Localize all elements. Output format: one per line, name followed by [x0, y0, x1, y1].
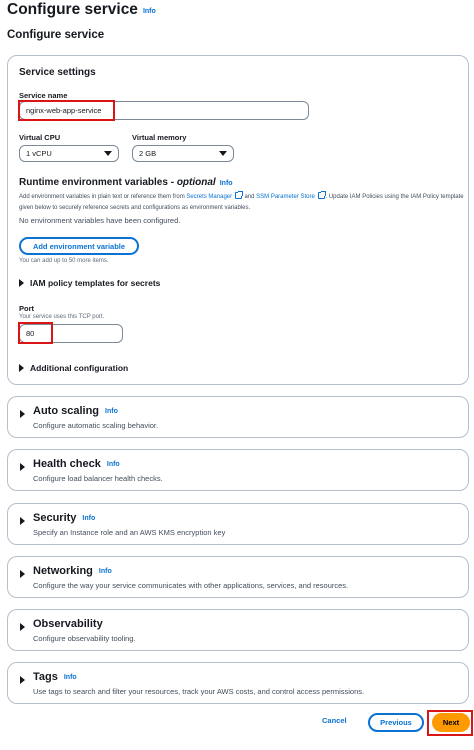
virtual-memory-select[interactable] [132, 145, 234, 162]
caret-right-icon [19, 279, 24, 287]
caret-right-icon [20, 463, 25, 471]
auto-scaling-description: Configure automatic scaling behavior. [33, 421, 159, 430]
service-name-input[interactable] [19, 101, 309, 120]
add-environment-variable-button[interactable]: Add environment variable [19, 237, 139, 255]
port-label: Port [19, 304, 34, 313]
tags-info-link[interactable]: Info [63, 673, 77, 681]
additional-configuration-expander[interactable] [19, 363, 128, 373]
virtual-cpu-select[interactable] [19, 145, 119, 162]
networking-title-text: Networking [33, 565, 93, 577]
observability-description: Configure observability tooling. [33, 634, 136, 643]
runtime-env-optional: optional [176, 177, 216, 188]
caret-right-icon [20, 623, 25, 631]
virtual-memory-label: Virtual memory [132, 133, 187, 142]
virtual-cpu-value: 1 vCPU [26, 149, 52, 158]
service-settings-card [7, 55, 469, 385]
auto-scaling-info-link[interactable]: Info [105, 407, 118, 415]
secrets-manager-link[interactable]: Secrets Manager [186, 194, 233, 200]
runtime-env-description [19, 192, 464, 214]
health-check-title-text: Health check [33, 458, 101, 470]
iam-policy-templates-expander[interactable] [19, 278, 160, 288]
auto-scaling-section[interactable] [7, 396, 469, 438]
virtual-cpu-label: Virtual CPU [19, 133, 61, 142]
runtime-desc-text-2: . Update IAM Policies using the IAM Policy template given below to securely reference secrets and configurations as environment variables. [19, 194, 464, 211]
page-title-info-link[interactable]: Info [142, 8, 156, 15]
service-name-label: Service name [19, 91, 68, 100]
runtime-desc-and: and [242, 194, 257, 200]
cancel-button[interactable]: Cancel [322, 716, 347, 725]
port-hint: Your service uses this TCP port. [19, 314, 105, 320]
observability-title-text: Observability [33, 618, 103, 630]
caret-right-icon [20, 570, 25, 578]
auto-scaling-title [33, 405, 118, 417]
service-settings-title: Service settings [19, 67, 96, 78]
tags-title [33, 671, 77, 683]
runtime-env-title-text: Runtime environment variables - [19, 177, 177, 188]
caret-right-icon [20, 410, 25, 418]
external-link-icon [318, 192, 325, 199]
tags-section[interactable] [7, 662, 469, 704]
caret-right-icon [20, 676, 25, 684]
health-check-title [33, 458, 120, 470]
page-title [7, 1, 156, 19]
networking-info-link[interactable]: Info [98, 567, 112, 575]
health-check-section[interactable] [7, 449, 469, 491]
page-title-text: Configure service [7, 1, 138, 18]
caret-right-icon [19, 364, 24, 372]
security-info-link[interactable]: Info [82, 514, 96, 522]
external-link-icon [235, 192, 242, 199]
section-title: Configure service [7, 29, 105, 41]
security-title [33, 512, 95, 524]
health-check-description: Configure load balancer health checks. [33, 474, 163, 483]
security-description: Specify an Instance role and an AWS KMS encryption key [33, 528, 226, 537]
networking-title [33, 565, 112, 577]
caret-down-icon [104, 151, 112, 156]
caret-down-icon [219, 151, 227, 156]
virtual-memory-value: 2 GB [139, 149, 157, 158]
observability-section[interactable] [7, 609, 469, 651]
ssm-parameter-store-link[interactable]: SSM Parameter Store [256, 194, 315, 200]
networking-description: Configure the way your service communicates with other applications, services, and resources. [33, 581, 349, 590]
runtime-env-info-link[interactable]: Info [219, 180, 233, 187]
tags-title-text: Tags [33, 671, 58, 683]
iam-policy-templates-label: IAM policy templates for secrets [30, 278, 161, 288]
auto-scaling-title-text: Auto scaling [33, 405, 100, 417]
runtime-desc-text-1: Add environment variables in plain text or reference them from [19, 194, 187, 200]
security-section[interactable] [7, 503, 469, 545]
runtime-env-title [19, 177, 233, 188]
previous-button[interactable]: Previous [368, 713, 424, 732]
add-limit-hint: You can add up to 50 more items. [19, 258, 109, 264]
additional-configuration-label: Additional configuration [30, 363, 129, 373]
port-input[interactable] [19, 324, 123, 343]
networking-section[interactable] [7, 556, 469, 598]
caret-right-icon [20, 517, 25, 525]
security-title-text: Security [33, 512, 77, 524]
no-env-vars-text: No environment variables have been configured. [19, 216, 181, 225]
tags-description: Use tags to search and filter your resources, track your AWS costs, and control access permissions. [33, 687, 365, 696]
next-button[interactable]: Next [432, 713, 470, 732]
observability-title [33, 618, 103, 630]
health-check-info-link[interactable]: Info [106, 460, 120, 468]
